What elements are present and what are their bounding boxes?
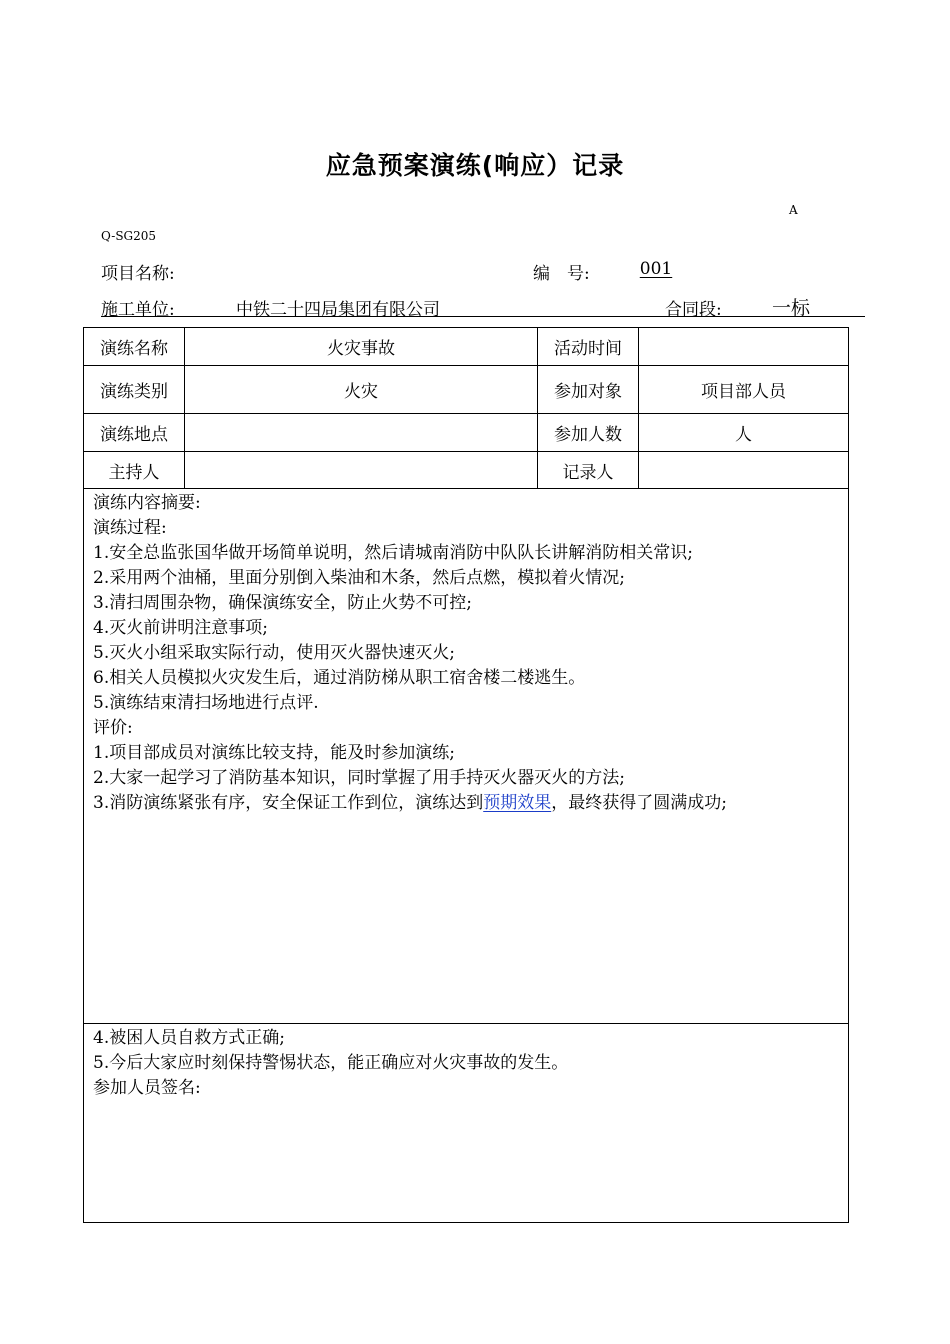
- headcount-value: 人: [639, 414, 849, 452]
- number-label: 编 号:: [533, 264, 590, 284]
- drill-name-label: 演练名称: [84, 328, 185, 366]
- project-name-label: 项目名称:: [101, 264, 175, 284]
- evaluation-item: 1.项目部成员对演练比较支持，能及时参加演练;: [93, 743, 455, 763]
- location-label: 演练地点: [84, 414, 185, 452]
- unit-value: 中铁二十四局集团有限公司: [236, 300, 440, 320]
- evaluation-label: 评价:: [93, 718, 133, 738]
- revision-mark: A: [789, 203, 798, 217]
- evaluation-text-prefix: 3.消防演练紧张有序，安全保证工作到位，演练达到: [93, 793, 484, 813]
- number-value: 001: [639, 259, 673, 279]
- participants-value: 项目部人员: [639, 366, 849, 414]
- drill-name-value: 火灾事故: [185, 328, 538, 366]
- host-label: 主持人: [84, 452, 185, 489]
- participants-label: 参加对象: [538, 366, 639, 414]
- process-step: 5.演练结束清扫场地进行点评.: [93, 693, 319, 713]
- process-step: 5.灭火小组采取实际行动，使用灭火器快速灭火;: [93, 643, 455, 663]
- content-cell: [84, 489, 849, 1024]
- evaluation-item: [93, 791, 848, 816]
- recorder-label: 记录人: [538, 452, 639, 489]
- contract-label: 合同段:: [665, 300, 722, 320]
- headcount-label: 参加人数: [538, 414, 639, 452]
- process-step: 6.相关人员模拟火灾发生后，通过消防梯从职工宿舍楼二楼逃生。: [93, 668, 586, 688]
- continuation-cell: [84, 1024, 849, 1223]
- evaluation-item: 4.被困人员自救方式正确;: [93, 1028, 285, 1048]
- header-underline: [101, 316, 865, 317]
- process-step: 1.安全总监张国华做开场简单说明，然后请城南消防中队队长讲解消防相关常识;: [93, 543, 693, 563]
- process-step: 2.采用两个油桶，里面分别倒入柴油和木条，然后点燃，模拟着火情况;: [93, 568, 625, 588]
- summary-label: 演练内容摘要:: [93, 493, 201, 513]
- process-label: 演练过程:: [93, 518, 167, 538]
- page-title: 应急预案演练(响应）记录: [325, 151, 625, 180]
- process-step: 3.清扫周围杂物，确保演练安全，防止火势不可控;: [93, 593, 472, 613]
- drill-record-table: [83, 327, 849, 1223]
- process-step: 4.灭火前讲明注意事项;: [93, 618, 268, 638]
- activity-time-value: [639, 328, 849, 366]
- location-value: [185, 414, 538, 452]
- recorder-value: [639, 452, 849, 489]
- evaluation-text-suffix: ，最终获得了圆满成功;: [551, 793, 727, 813]
- signature-label: 参加人员签名:: [93, 1078, 201, 1098]
- host-value: [185, 452, 538, 489]
- evaluation-item: 5.今后大家应时刻保持警惕状态，能正确应对火灾事故的发生。: [93, 1053, 569, 1073]
- contract-value: 一标: [772, 297, 811, 319]
- expected-effect-link[interactable]: 预期效果: [483, 793, 552, 813]
- evaluation-item: 2.大家一起学习了消防基本知识，同时掌握了用手持灭火器灭火的方法;: [93, 768, 625, 788]
- drill-type-value: 火灾: [185, 366, 538, 414]
- drill-type-label: 演练类别: [84, 366, 185, 414]
- form-code: Q-SG205: [101, 229, 157, 243]
- activity-time-label: 活动时间: [538, 328, 639, 366]
- unit-label: 施工单位:: [101, 300, 175, 320]
